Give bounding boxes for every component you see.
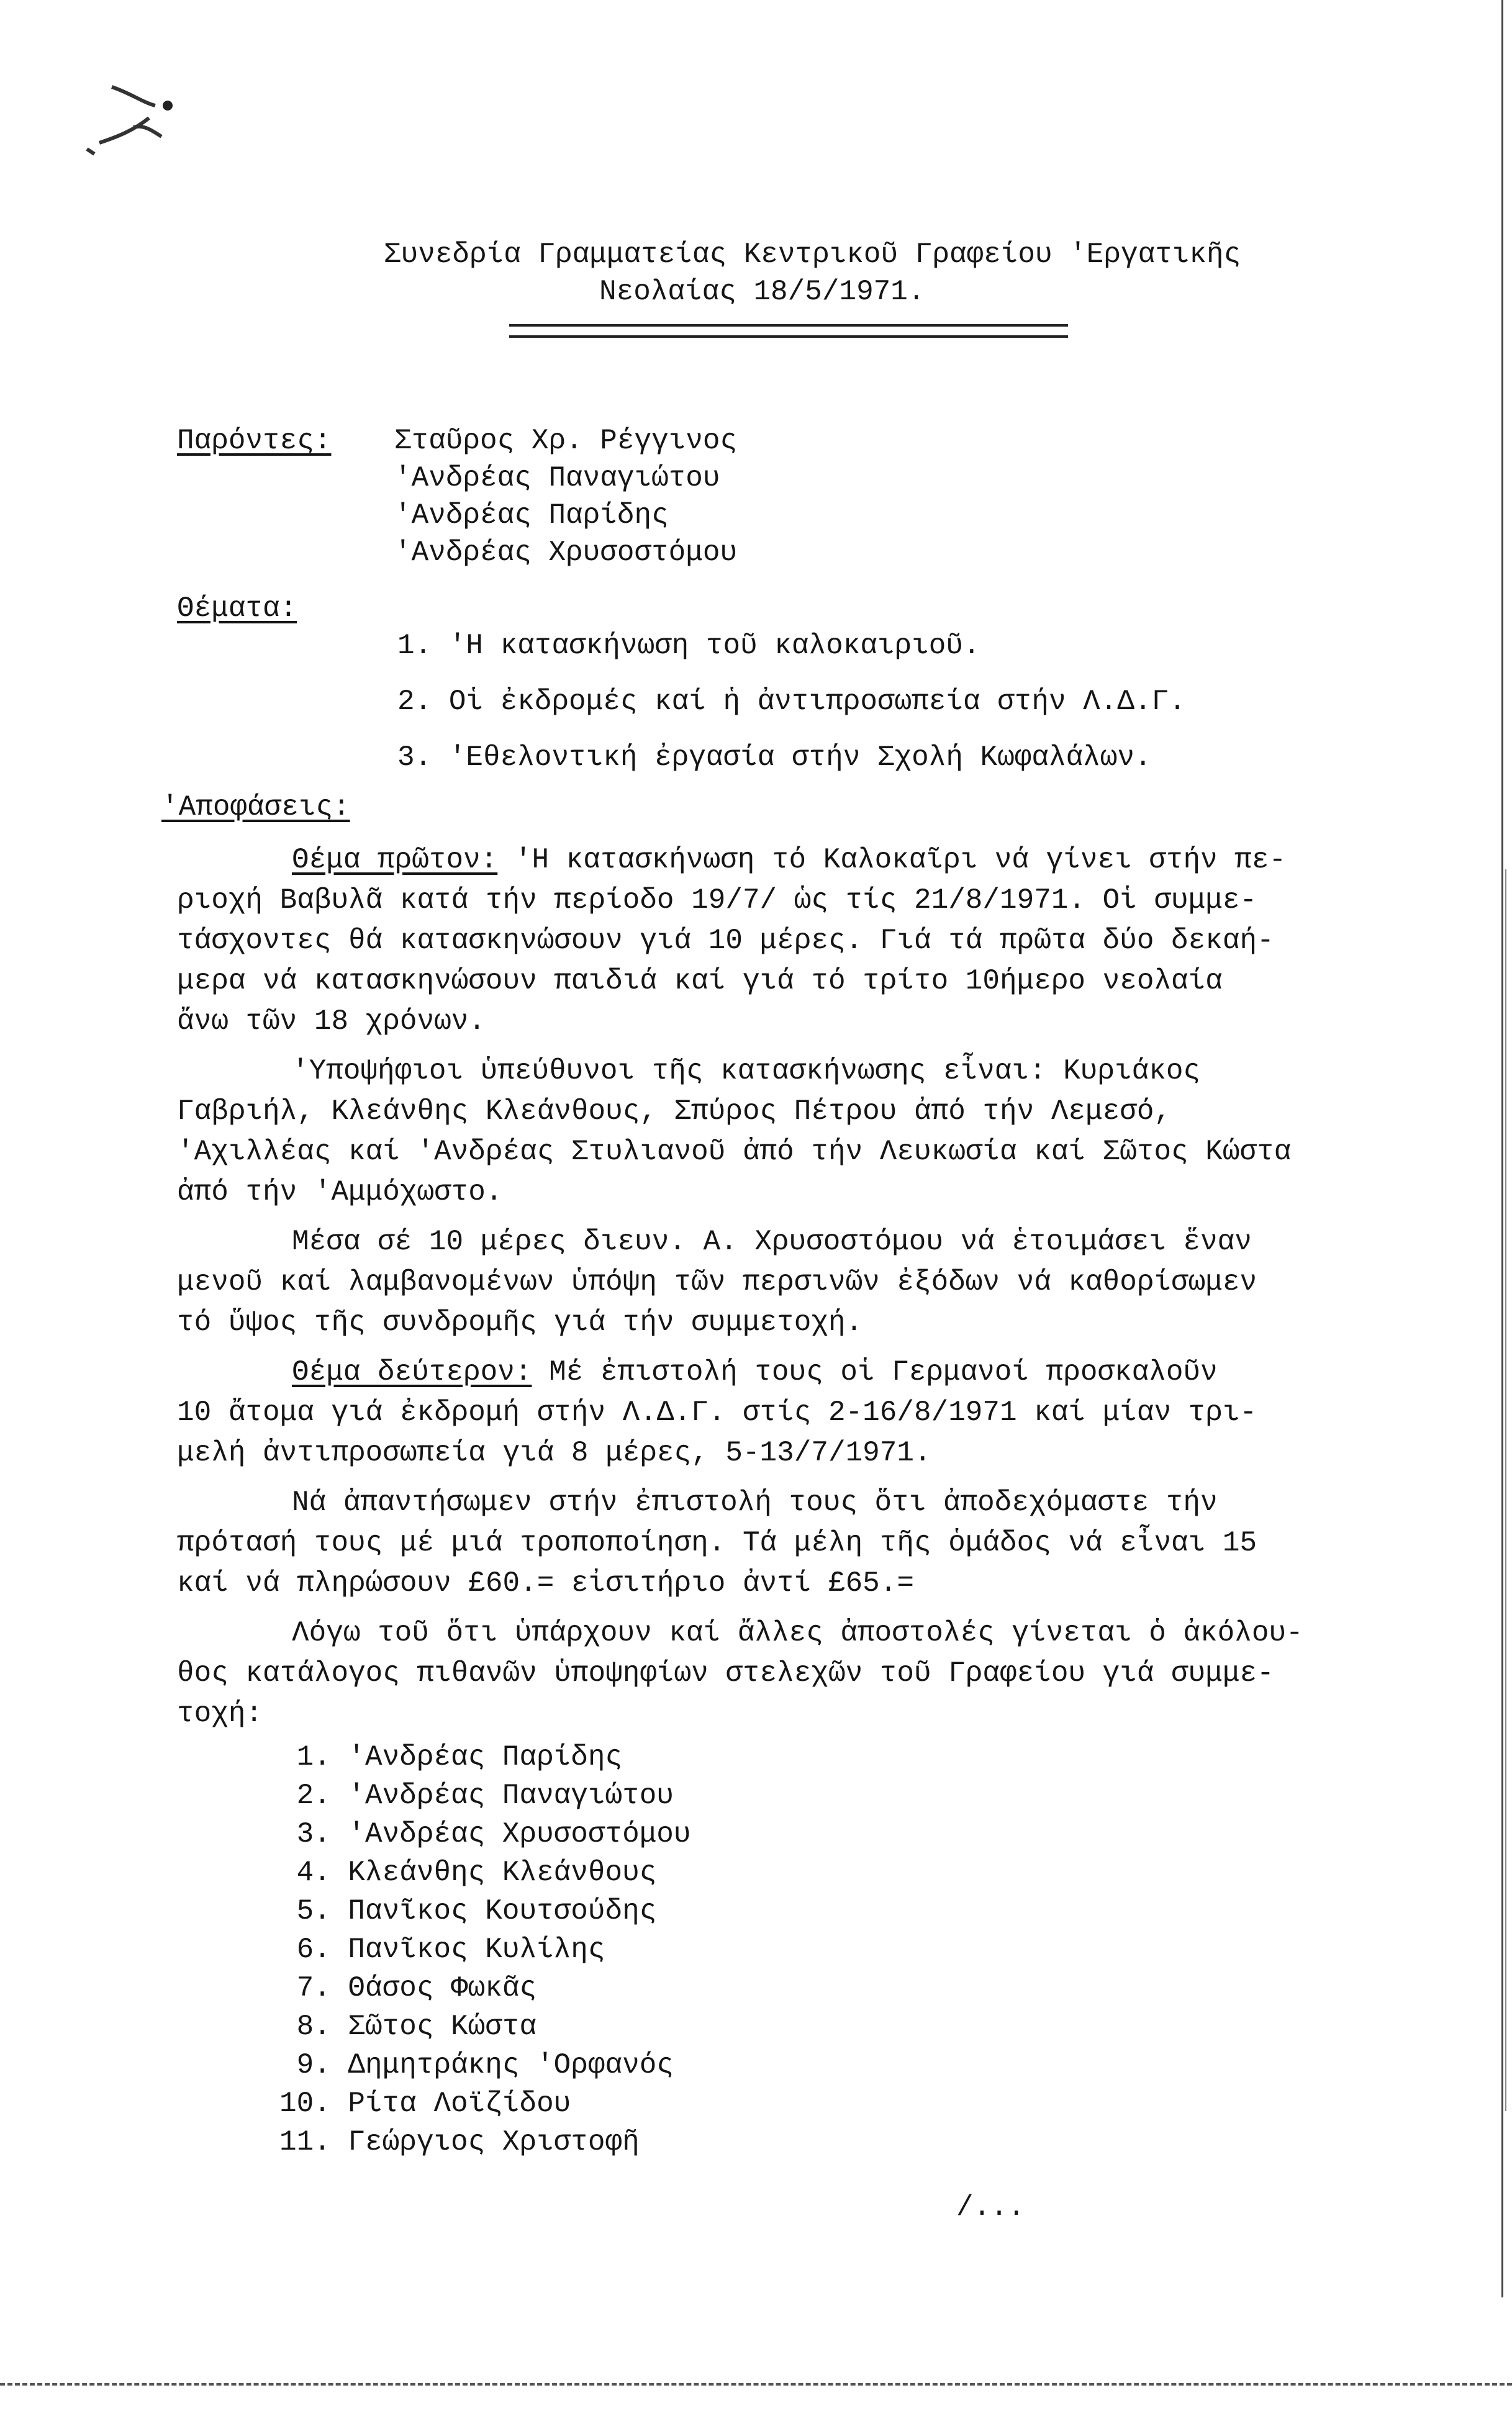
decisions-label: 'Αποφάσεις: [161,791,350,823]
scan-edge-line [1505,869,1506,2111]
topic-item: 3. 'Εθελοντική ἐργασία στήν Σχολή Κωφαλάλων. [397,741,1152,774]
header-double-rule [509,324,1068,338]
candidate-item: 1. 'Ανδρέας Παρίδης [279,1741,623,1773]
paragraph-line: 10 ἄτομα γιά ἐκδρομή στήν Λ.Δ.Γ. στίς 2-16/8/1971 καί μίαν τρι- [177,1396,1257,1429]
paragraph-line: 'Υποψήφιοι ὑπεύθυνοι τῆς κατασκήνωσης εἶναι: Κυριάκος [292,1055,1201,1087]
paragraph-line: Μέσα σέ 10 μέρες διευν. Α. Χρυσοστόμου νά ἑτοιμάσει ἕναν [292,1226,1252,1258]
paragraph-line: τό ὕψος τῆς συνδρομῆς γιά τήν συμμετοχή. [177,1306,863,1339]
paragraph-line: πρότασή τους μέ μιά τροποποίηση. Τά μέλη τῆς ὁμάδος νά εἶναι 15 [177,1527,1257,1559]
present-name: 'Ανδρέας Παναγιώτου [394,462,720,494]
paragraph-line: Γαβριήλ, Κλεάνθης Κλεάνθους, Σπύρος Πέτρου ἀπό τήν Λεμεσό, [177,1095,1172,1128]
paragraph-line: μενοῦ καί λαμβανομένων ὑπόψη τῶν περσινῶν ἐξόδων νά καθορίσωμεν [177,1266,1257,1298]
header-line-1: Συνεδρία Γραμματείας Κεντρικοῦ Γραφείου 'Εργατικῆς [384,238,1241,271]
paragraph-line: Λόγω τοῦ ὅτι ὑπάρχουν καί ἄλλες ἀποστολές γίνεται ὁ ἀκόλου- [292,1617,1303,1649]
paragraph-line: μερα νά κατασκηνώσουν παιδιά καί γιά τό τρίτο 10ήμερο νεολαία [177,965,1223,997]
paragraph-line: ἄνω τῶν 18 χρόνων. [177,1005,486,1038]
continuation-mark: /... [956,2191,1025,2224]
candidate-item: 9. Δημητράκης 'Ορφανός [279,2049,674,2081]
candidate-item: 3. 'Ανδρέας Χρυσοστόμου [279,1818,691,1850]
present-name: 'Ανδρέας Χρυσοστόμου [394,536,738,569]
candidate-item: 2. 'Ανδρέας Παναγιώτου [279,1780,674,1812]
scan-edge-line [1501,0,1503,2297]
present-label: Παρόντες: [177,425,332,457]
header-line-2: Νεολαίας 18/5/1971. [599,276,925,308]
topic-two-heading: Θέμα δεύτερον: [292,1356,532,1388]
present-name: 'Ανδρέας Παρίδης [394,499,669,532]
paragraph-line [292,841,1286,879]
paragraph-line: 'Αχιλλέας καί 'Ανδρέας Στυλιανοῦ ἀπό τήν Λευκωσία καί Σῶτος Κώστα [177,1136,1292,1168]
candidate-item: 10. Ρίτα Λοϊζίδου [279,2088,571,2120]
topic-item: 2. Οἱ ἐκδρομές καί ἡ ἀντιπροσωπεία στήν Λ.Δ.Γ. [397,685,1186,718]
candidate-item: 7. Θάσος Φωκᾶς [279,1972,537,2004]
ink-mark-icon [75,68,199,174]
paragraph-line: ριοχή Βαβυλᾶ κατά τήν περίοδο 19/7/ ὡς τίς 21/8/1971. Οἱ συμμε- [177,884,1257,916]
present-name: Σταῦρος Χρ. Ρέγγινος [394,425,738,457]
candidate-item: 6. Πανῖκος Κυλίλης [279,1934,605,1966]
topics-label: Θέματα: [177,592,297,625]
paragraph-line: τοχή: [177,1698,263,1730]
paragraph-line: μελή ἀντιπροσωπεία γιά 8 μέρες, 5-13/7/1971. [177,1437,931,1469]
paragraph-line: τάσχοντες θά κατασκηνώσουν γιά 10 μέρες. Γιά τά πρῶτα δύο δεκαή- [177,925,1274,957]
candidate-item: 5. Πανῖκος Κουτσούδης [279,1895,657,1927]
paragraph-line [292,1354,1218,1391]
paragraph-line: Νά ἀπαντήσωμεν στήν ἐπιστολή τους ὅτι ἀποδεχόμαστε τήν [292,1486,1218,1519]
candidate-item: 11. Γεώργιος Χριστοφῆ [279,2126,640,2158]
candidate-item: 8. Σῶτος Κώστα [279,2011,537,2043]
paragraph-line: θος κατάλογος πιθανῶν ὑποψηφίων στελεχῶν τοῦ Γραφείου γιά συμμε- [177,1657,1274,1690]
topic-one-heading: Θέμα πρῶτον: [292,844,498,876]
paragraph-text: Μέ ἐπιστολή τους οἱ Γερμανοί προσκαλοῦν [532,1356,1218,1388]
paragraph-line: ἀπό τήν 'Αμμόχωστο. [177,1176,503,1208]
scan-bottom-rule [0,2383,1512,2386]
candidate-item: 4. Κλεάνθης Κλεάνθους [279,1857,657,1889]
paragraph-text: 'Η κατασκήνωση τό Καλοκαῖρι νά γίνει στήν πε- [497,844,1287,876]
topic-item: 1. 'Η κατασκήνωση τοῦ καλοκαιριοῦ. [397,630,980,662]
paragraph-line: καί νά πληρώσουν £60.= εἰσιτήριο ἀντί £65.= [177,1567,914,1599]
